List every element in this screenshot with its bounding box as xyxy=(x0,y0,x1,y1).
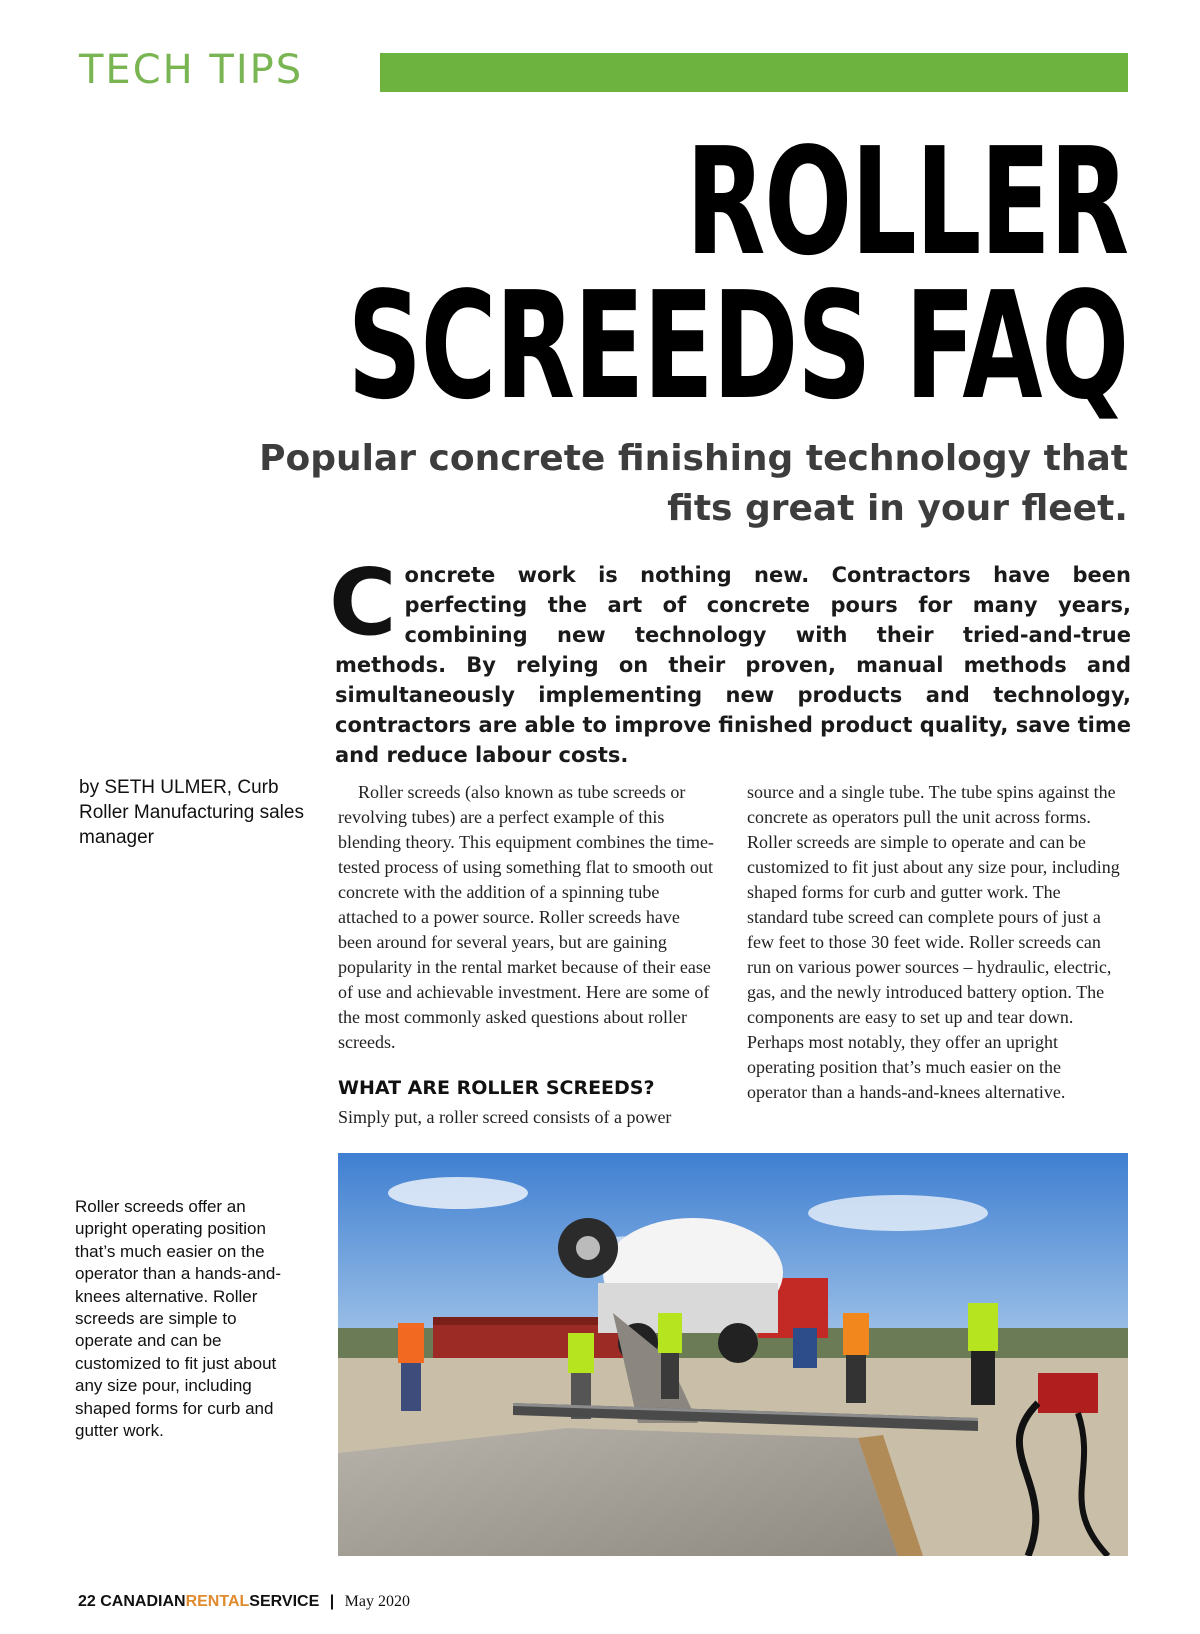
magazine-name-part-3: SERVICE xyxy=(249,1593,320,1610)
photo-caption: Roller screeds offer an upright operating position that’s much easier on the operator than a hands-and-knees alternative. Roller screeds are simple to operate and can be customized to fit just about any size pour, including shaped forms for curb and gutter work. xyxy=(75,1197,282,1441)
article-photo xyxy=(338,1153,1128,1556)
magazine-name-part-2: RENTAL xyxy=(185,1593,250,1610)
body-column-1 xyxy=(338,780,714,1130)
issue-date: May 2020 xyxy=(344,1593,410,1610)
article-title xyxy=(347,116,1128,432)
intro-paragraph xyxy=(329,549,1131,770)
title-line-2: SCREEDS FAQ xyxy=(347,260,1128,432)
article-subtitle: Popular concrete finishing technology that fits great in your fleet. xyxy=(259,438,1128,529)
photo-illustration xyxy=(338,1153,1128,1556)
drop-cap: C xyxy=(329,549,397,656)
body-column-2 xyxy=(747,780,1123,1105)
footer-separator: | xyxy=(329,1593,335,1610)
section-bar xyxy=(380,53,1128,92)
magazine-name-part-1: CANADIAN xyxy=(100,1593,186,1610)
section-label: TECH TIPS xyxy=(79,47,304,93)
page-footer xyxy=(78,1591,410,1613)
body-paragraph: Roller screeds (also known as tube screeds or revolving tubes) are a perfect example of this blending theory. This equipment combines the time-tested process of using something flat to smooth out concrete with the addition of a spinning tube attached to a power source. Roller screeds have been around for several years, but are gaining popularity in the rental market because of their ease of use and achievable investment. Here are some of the most commonly asked questions about roller screeds. xyxy=(338,782,714,1052)
section-heading: WHAT ARE ROLLER SCREEDS? xyxy=(338,1077,655,1099)
page-number: 22 xyxy=(78,1593,96,1610)
byline: by SETH ULMER, Curb Roller Manufacturing sales manager xyxy=(79,777,304,848)
intro-text: oncrete work is nothing new. Contractors have been perfecting the art of concrete pours for many years, combining new technology with their tried-and-true methods. By relying on their proven, manual methods and simultaneously implementing new products and technology, contractors are able to improve finished product quality, save time and reduce labour costs. xyxy=(335,563,1131,767)
body-paragraph: source and a single tube. The tube spins against the concrete as operators pull the unit across forms. Roller screeds are simple to operate and can be customized to fit just about any size pour, including shaped forms for curb and gutter work. The standard tube screed can complete pours of just a few feet to those 30 feet wide. Roller screeds can run on various power sources – hydraulic, electric, gas, and the newly introduced battery option. The components are easy to set up and tear down. Perhaps most notably, they offer an upright operating position that’s much easier on the operator than a hands-and-knees alternative. xyxy=(747,782,1120,1102)
title-line-1: ROLLER xyxy=(685,116,1128,288)
body-paragraph: Simply put, a roller screed consists of a power xyxy=(338,1107,672,1127)
